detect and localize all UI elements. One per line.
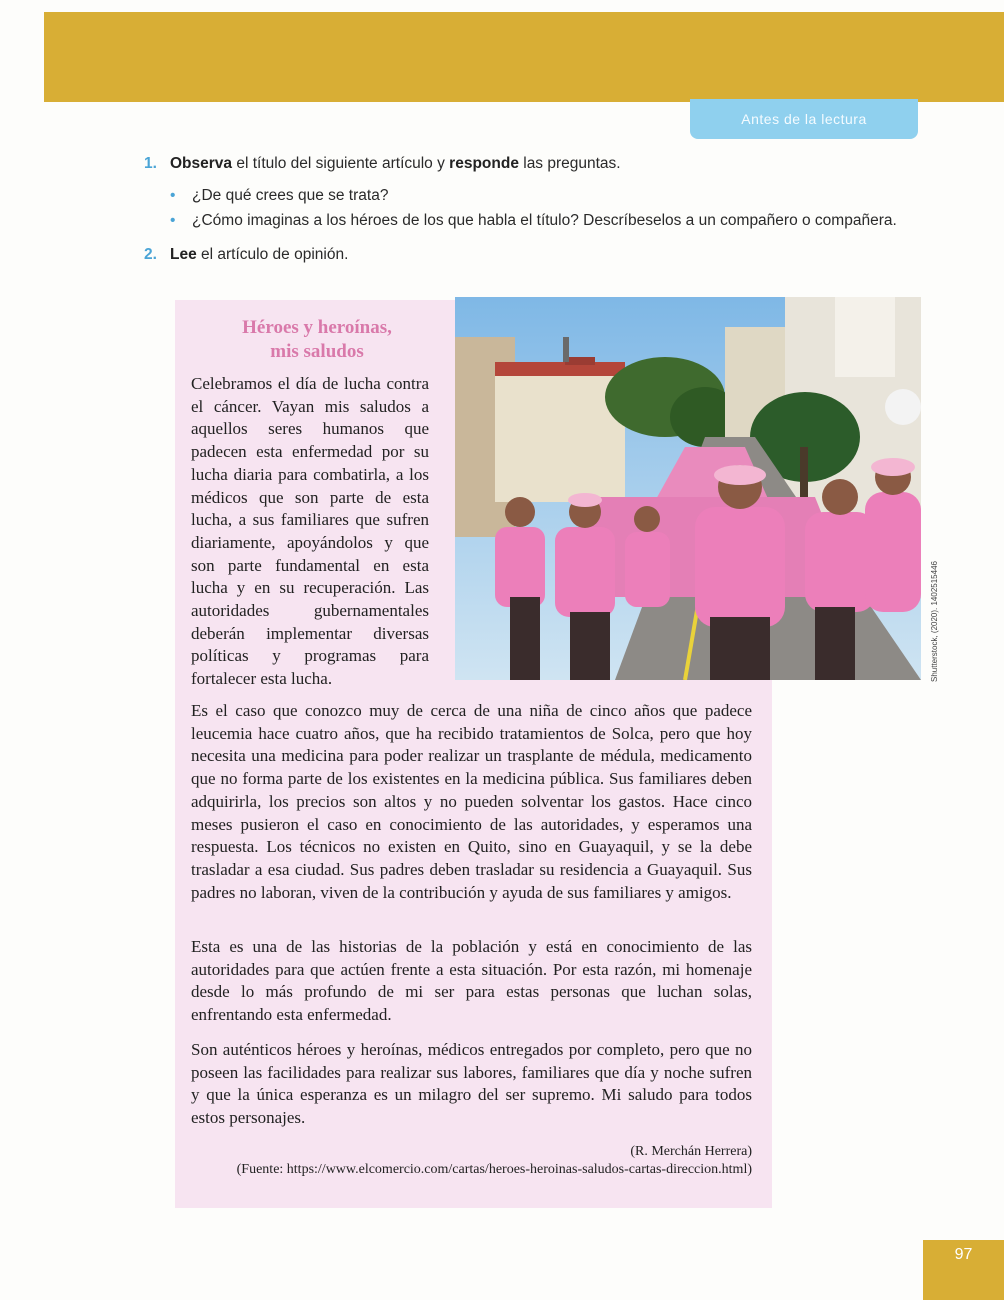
march-photo-illustration <box>455 297 921 680</box>
article-paragraph-1: Celebramos el día de lucha contra el cáncer. Vayan mis saludos a aquellos seres humanos que padecen esta enfermedad por su lucha diaria para combatirla, a los médicos que son parte de esta lucha, a sus familiares que sufren diariamente, apoyándolos y que son parte fundamental en esta lucha y en su recuperación. Las autoridades gubernamentales deberán implementar diversas políticas y programas para fortalecer esta lucha. <box>191 374 429 689</box>
question-bullet <box>170 212 897 230</box>
article-title <box>190 316 444 364</box>
question-number: 2. <box>144 246 157 263</box>
question-verb: responde <box>449 155 519 172</box>
article-paragraph-2: Es el caso que conozco muy de cerca de una niña de cinco años que padece leucemia hace cuatro años, que ha recibido tratamientos de Solca, pero que hoy necesita una medicina para poder realizar un trasplante de médula, medicamento que no forma parte de los existentes en la medicina pública. Sus familiares deben adquirirla, los precios son altos y no pueden solventar los gastos. Hace cinco meses pusieron el caso en conocimiento de las autoridades, y esperamos una respuesta. Los técnicos no existen en Quito, sino en Guayaquil, y se la debe trasladar a esa ciudad. Sus padres deben trasladar su residencia a Guayaquil. Sus padres no laboran, viven de la contribución y ayuda de sus familiares y amigos. <box>191 701 752 902</box>
article-paragraph-4: Son auténticos héroes y heroínas, médicos entregados por completo, pero que no poseen las facilidades para realizar sus labores, familiares que día y noche sufren y que la única esperanza es un milagro del ser supremo. Mi saludo para todos estos personajes. <box>191 1040 752 1128</box>
section-tab: Antes de la lectura <box>690 99 918 139</box>
question-text: el título del siguiente artículo y <box>232 155 450 172</box>
bullet-text: ¿De qué crees que se trata? <box>192 187 389 204</box>
article-title-line: Héroes y heroínas, <box>242 317 392 338</box>
question-text: el artículo de opinión. <box>196 246 349 263</box>
question-bullet <box>170 187 388 205</box>
article-source: (Fuente: https://www.elcomercio.com/cartas/heroes-heroinas-saludos-cartas-direccion.html) <box>236 1162 752 1177</box>
question-2 <box>144 246 348 264</box>
bullet-text: ¿Cómo imaginas a los héroes de los que habla el título? Descríbeselos a un compañero o compañera. <box>192 212 897 229</box>
article-paragraph-3: Esta es una de las historias de la población y está en conocimiento de las autoridades para que actúen frente a esta situación. Por esta razón, mi homenaje desde lo más profundo de mi ser para estas personas que luchan solas, enfrentando esta enfermedad. <box>191 937 752 1025</box>
page-number: 97 <box>923 1240 1004 1300</box>
article-title-line: mis saludos <box>270 341 364 362</box>
question-verb: Observa <box>170 155 233 172</box>
photo-credit: Shutterstock, (2020). 1402515446 <box>930 561 939 682</box>
march-photo <box>455 297 921 680</box>
question-1 <box>144 155 621 173</box>
question-number: 1. <box>144 155 157 172</box>
article-author: (R. Merchán Herrera) <box>630 1144 752 1159</box>
bullet-icon: • <box>170 212 176 229</box>
question-verb: Lee <box>170 246 197 263</box>
question-text: las preguntas. <box>518 155 621 172</box>
header-band <box>44 12 1004 102</box>
bullet-icon: • <box>170 187 176 204</box>
